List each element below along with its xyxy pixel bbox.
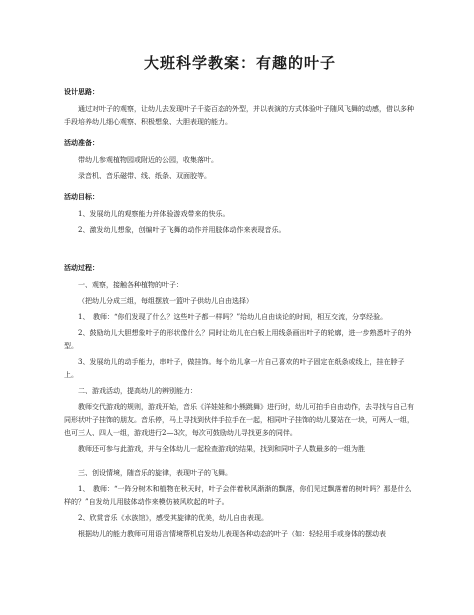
design-idea-heading: 设计思路： [64, 87, 99, 96]
objective-item: 2、激发幼儿想象，创编叶子飞舞的动作并用肢体动作来表现音乐。 [78, 226, 286, 234]
preparation-item: 录音机、音乐磁带、线、纸条、双面胶等。 [78, 172, 211, 180]
process-paragraph: （把幼儿分成三组，每组摆放一篮叶子供幼儿自由选择） [78, 297, 253, 305]
process-paragraph: 1、 教师：“一阵分树木和植物在秋天时，叶子会伴着秋风渐渐的飘落，你们见过飘落着的树叶吗？那是什么样的？”自发幼儿用肢体动作来模仿被风吹起的叶子。 [64, 485, 412, 506]
preparation-heading: 活动准备： [64, 138, 99, 147]
process-paragraph: 教师交代游戏的规则，游戏开始，音乐《洋娃娃和小熊跳舞》进行时，幼儿可拍手自由动作，去寻找与自己有同形状叶子挂饰的朋友。音乐停，马上寻找到伙伴手拉手在一起，相同叶子挂饰的幼儿要站在一块，可两人一组，也可三人、四人一组，游戏进行2—3次，每次可鼓励幼儿寻找更多的同伴。 [64, 403, 414, 437]
design-idea-text: 通过对叶子的观察，让幼儿去发现叶子千姿百态的外型，并以表演的方式体验叶子随风飞舞的动感，借以多种手段培养幼儿细心观察、积极想象、大胆表现的能力。 [64, 105, 414, 126]
process-heading: 活动过程： [64, 263, 99, 272]
process-paragraph: 1、 教师：“你们发现了什么？这些叶子都一样吗？”给幼儿自由谈论的时间，相互交流，分享经验。 [78, 313, 388, 321]
objective-item: 1、发展幼儿的观察能力并体验游戏带来的快乐。 [78, 210, 230, 218]
process-paragraph: 一、观察，接触各种植物的叶子： [78, 281, 183, 289]
objectives-heading: 活动目标： [64, 192, 99, 201]
process-paragraph: 3、发展幼儿的动手能力，串叶子，做挂饰。每个幼儿拿一片自己喜欢的叶子固定在纸条或线上，挂在脖子上。 [64, 358, 405, 379]
process-paragraph: 2、鼓励幼儿大胆想象叶子的形状像什么？同时让幼儿在白板上用线条画出叶子的轮廓，进一步熟悉叶子的外型。 [64, 329, 412, 350]
process-paragraph: 教师还可参与此游戏，并与全体幼儿一起检查游戏的结果，找到和同叶子人数最多的一组为胜 [78, 445, 365, 453]
process-paragraph: 2、欣赏音乐《水族馆》，感受其旋律的优美，幼儿自由表现。 [78, 514, 268, 522]
process-paragraph: 二、游戏活动，提高幼儿的辨别能力： [78, 387, 197, 395]
process-paragraph: 根据幼儿的能力教师可用语言情境帮机启发幼儿表现各种动态的叶子（如：轻轻用手或身体的摆动表 [78, 530, 386, 538]
preparation-item: 带幼儿参观植物园或附近的公园，收集落叶。 [78, 156, 218, 164]
process-paragraph: 三、创设情境，随音乐的旋律，表现叶子的飞舞。 [78, 469, 232, 477]
document-title: 大班科学教案：有趣的叶子 [143, 54, 336, 72]
